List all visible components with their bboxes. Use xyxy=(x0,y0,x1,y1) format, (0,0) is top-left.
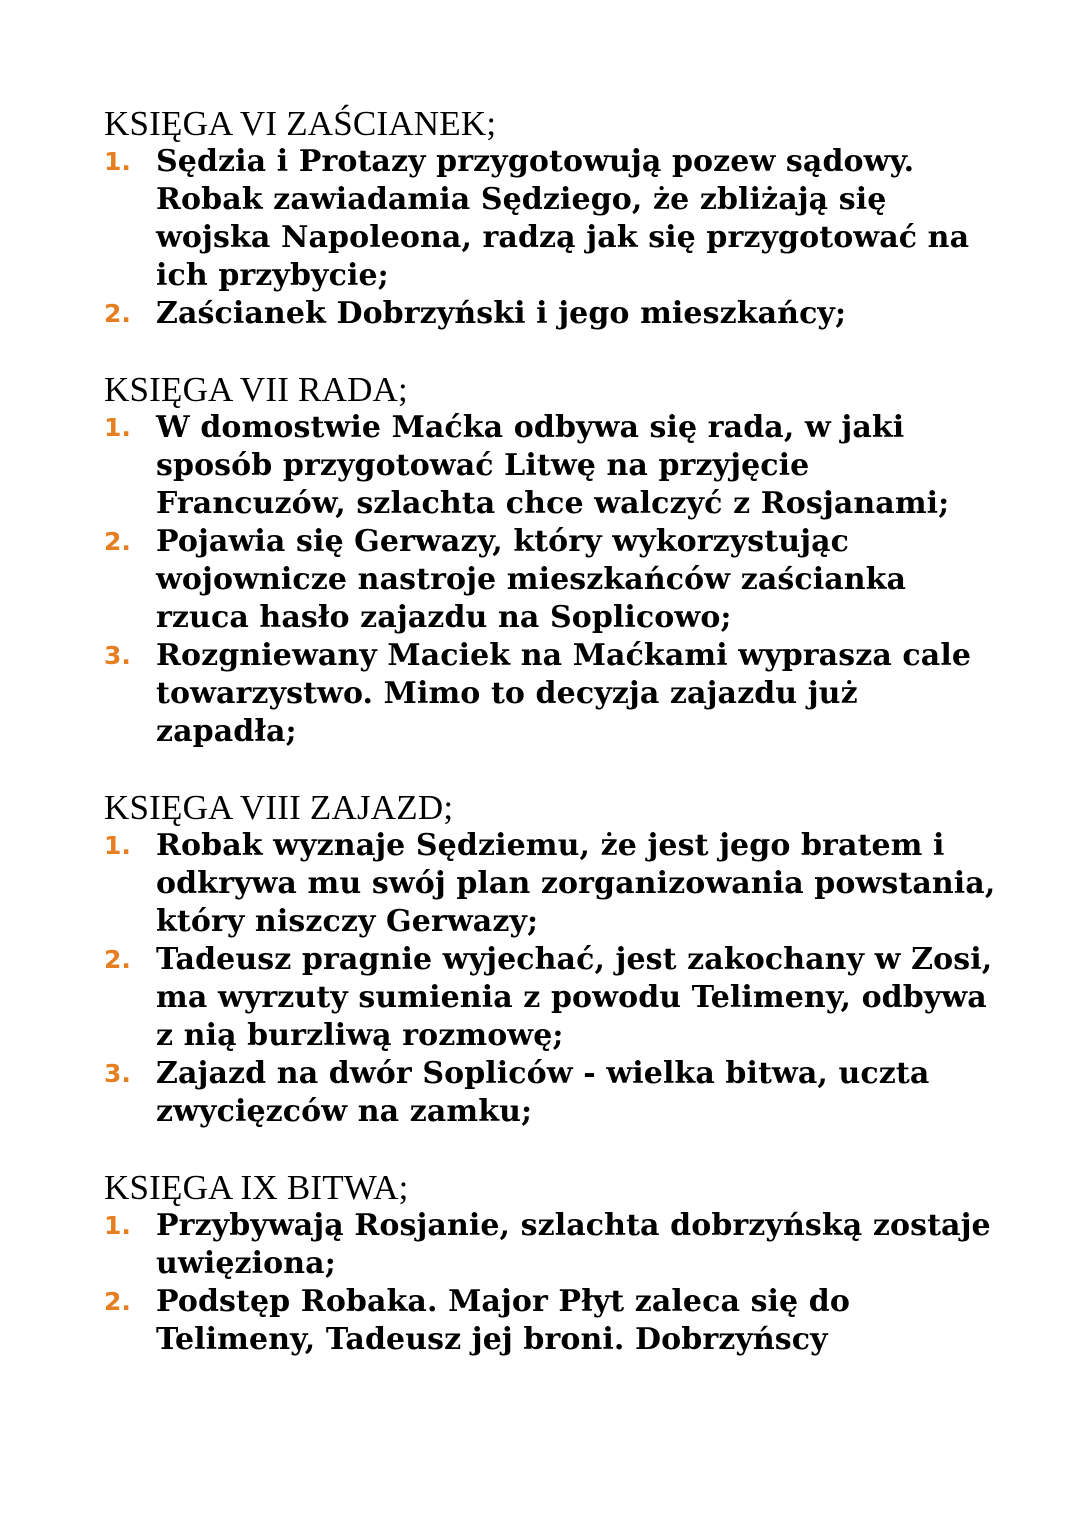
list-item xyxy=(104,941,1004,1055)
item-number: 1. xyxy=(104,1211,131,1240)
item-text: Robak wyznaje Sędziemu, że jest jego bratem i odkrywa mu swój plan zorganizowania powstania, który niszczy Gerwazy; xyxy=(156,828,996,939)
item-text: Pojawia się Gerwazy, który wykorzystując wojownicze nastroje mieszkańców zaścianka rzuca hasło zajazdu na Soplicowo; xyxy=(156,524,907,635)
item-text: Tadeusz pragnie wyjechać, jest zakochany w Zosi, ma wyrzuty sumienia z powodu Telimeny, odbywa z nią burzliwą rozmowę; xyxy=(156,942,993,1053)
list-item xyxy=(104,143,1004,295)
section-title: KSIĘGA VIII ZAJAZD; xyxy=(104,788,454,827)
item-number: 2. xyxy=(104,945,131,974)
item-text: Zajazd na dwór Sopliców - wielka bitwa, uczta zwycięzców na zamku; xyxy=(156,1056,930,1129)
item-number: 1. xyxy=(104,413,131,442)
item-text: W domostwie Maćka odbywa się rada, w jaki sposób przygotować Litwę na przyjęcie Francuzów, szlachta chce walczyć z Rosjanami; xyxy=(156,410,950,521)
item-text: Zaścianek Dobrzyński i jego mieszkańcy; xyxy=(156,296,847,331)
item-list xyxy=(104,827,1004,1131)
item-number: 2. xyxy=(104,299,131,328)
item-list xyxy=(104,1207,1004,1359)
item-number: 2. xyxy=(104,1287,131,1316)
list-item xyxy=(104,1055,1004,1131)
list-item xyxy=(104,1207,1004,1283)
item-number: 3. xyxy=(104,1059,131,1088)
item-text: Podstęp Robaka. Major Płyt zaleca się do Telimeny, Tadeusz jej broni. Dobrzyńscy xyxy=(156,1284,850,1357)
item-number: 1. xyxy=(104,831,131,860)
list-item xyxy=(104,1283,1004,1359)
section-ksiega-vii xyxy=(104,371,1004,751)
section-title: KSIĘGA VI ZAŚCIANEK; xyxy=(104,104,497,143)
list-item xyxy=(104,295,1004,333)
item-number: 1. xyxy=(104,147,131,176)
item-list xyxy=(104,143,1004,333)
item-text: Sędzia i Protazy przygotowują pozew sądowy. Robak zawiadamia Sędziego, że zbliżają się wojska Napoleona, radzą jak się przygotować na ich przybycie; xyxy=(156,144,970,293)
list-item xyxy=(104,637,1004,751)
list-item xyxy=(104,523,1004,637)
section-ksiega-viii xyxy=(104,789,1004,1131)
section-title: KSIĘGA IX BITWA; xyxy=(104,1168,409,1207)
document-page xyxy=(104,105,1004,1397)
section-ksiega-ix xyxy=(104,1169,1004,1359)
section-title: KSIĘGA VII RADA; xyxy=(104,370,408,409)
section-ksiega-vi xyxy=(104,105,1004,333)
list-item xyxy=(104,409,1004,523)
item-number: 3. xyxy=(104,641,131,670)
item-list xyxy=(104,409,1004,751)
item-text: Przybywają Rosjanie, szlachta dobrzyńską zostaje uwięziona; xyxy=(156,1208,991,1281)
item-text: Rozgniewany Maciek na Maćkami wyprasza cale towarzystwo. Mimo to decyzja zajazdu już zapadła; xyxy=(156,638,972,749)
item-number: 2. xyxy=(104,527,131,556)
list-item xyxy=(104,827,1004,941)
